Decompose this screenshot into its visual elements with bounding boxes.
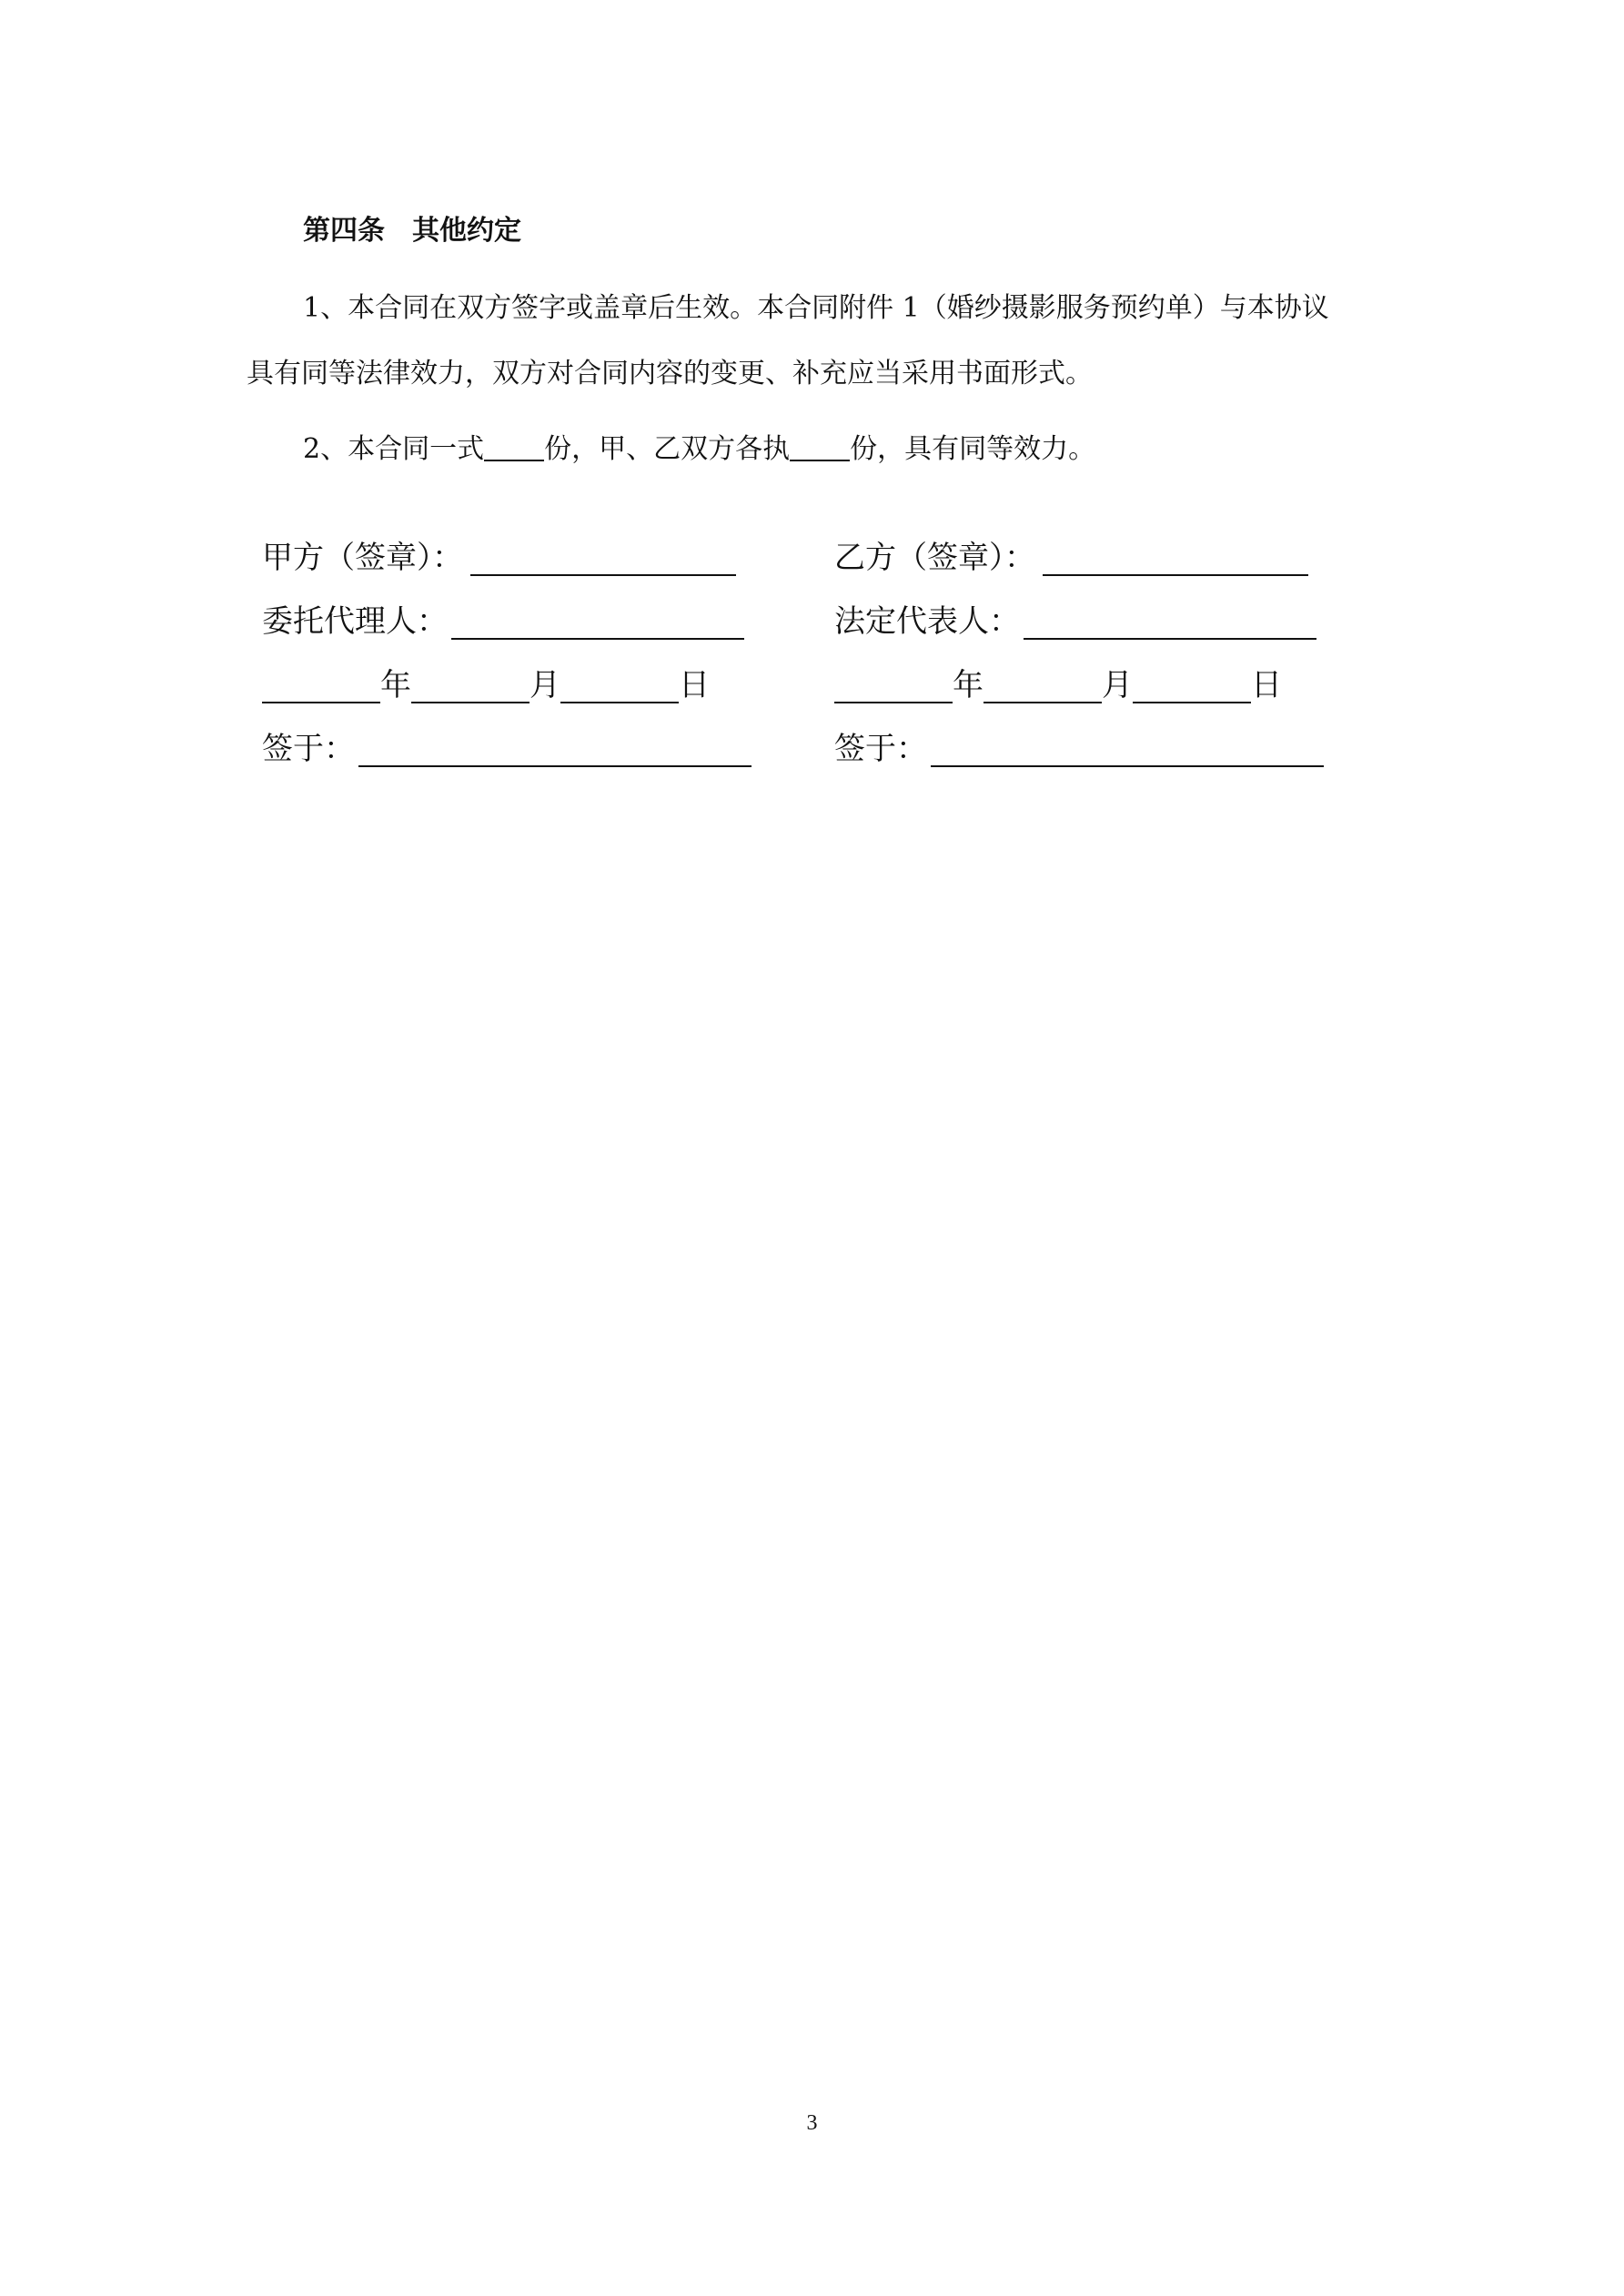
party-b-signature-line[interactable] xyxy=(1043,532,1308,576)
party-b-signed-at-row xyxy=(834,723,1344,787)
party-b-signature-block xyxy=(834,532,1344,787)
party-b-label: 乙方（签章）： xyxy=(834,541,1035,575)
clause-2-text-part-1: 2、本合同一式 xyxy=(303,433,485,465)
party-a-month-blank[interactable] xyxy=(411,660,530,703)
party-b-year-blank[interactable] xyxy=(834,660,953,703)
party-a-agent-line[interactable] xyxy=(451,596,744,640)
party-a-seal-row xyxy=(262,532,772,596)
party-a-label: 甲方（签章）： xyxy=(262,541,463,575)
party-a-year-blank[interactable] xyxy=(262,660,380,703)
party-a-signed-at-line[interactable] xyxy=(358,723,751,767)
party-b-representative-line[interactable] xyxy=(1024,596,1316,640)
party-a-date-row xyxy=(262,660,772,723)
page-number: 3 xyxy=(806,2111,818,2135)
clause-2-text-part-3: 份，具有同等效力。 xyxy=(850,433,1096,465)
copies-each-blank[interactable] xyxy=(790,434,850,461)
party-a-month-label: 月 xyxy=(530,668,560,703)
clause-2-text-part-2: 份，甲、乙双方各执 xyxy=(544,433,791,465)
party-a-day-label: 日 xyxy=(679,668,710,703)
article-title: 第四条 其他约定 xyxy=(303,215,521,247)
party-b-representative-label: 法定代表人： xyxy=(834,604,1020,639)
party-a-year-label: 年 xyxy=(380,668,411,703)
party-a-agent-row xyxy=(262,596,772,660)
party-b-month-blank[interactable] xyxy=(983,660,1102,703)
clause-1-line-1: 1、本合同在双方签字或盖章后生效。本合同附件 1（婚纱摄影服务预约单）与本协议 xyxy=(303,292,1329,324)
party-a-signature-line[interactable] xyxy=(470,532,736,576)
party-b-signed-at-line[interactable] xyxy=(931,723,1324,767)
party-a-day-blank[interactable] xyxy=(560,660,679,703)
party-b-signed-at-label: 签于： xyxy=(834,732,927,766)
party-b-seal-row xyxy=(834,532,1344,596)
party-b-date-row xyxy=(834,660,1344,723)
clause-2 xyxy=(303,431,1213,468)
party-a-signature-block xyxy=(262,532,772,787)
clause-1-line-2: 具有同等法律效力，双方对合同内容的变更、补充应当采用书面形式。 xyxy=(247,358,1093,389)
party-b-month-label: 月 xyxy=(1102,668,1133,703)
party-a-signed-at-label: 签于： xyxy=(262,732,355,766)
party-a-agent-label: 委托代理人： xyxy=(262,604,448,639)
party-b-day-blank[interactable] xyxy=(1133,660,1251,703)
party-b-day-label: 日 xyxy=(1251,668,1282,703)
copies-total-blank[interactable] xyxy=(484,434,544,461)
party-a-signed-at-row xyxy=(262,723,772,787)
party-b-representative-row xyxy=(834,596,1344,660)
party-b-year-label: 年 xyxy=(953,668,983,703)
